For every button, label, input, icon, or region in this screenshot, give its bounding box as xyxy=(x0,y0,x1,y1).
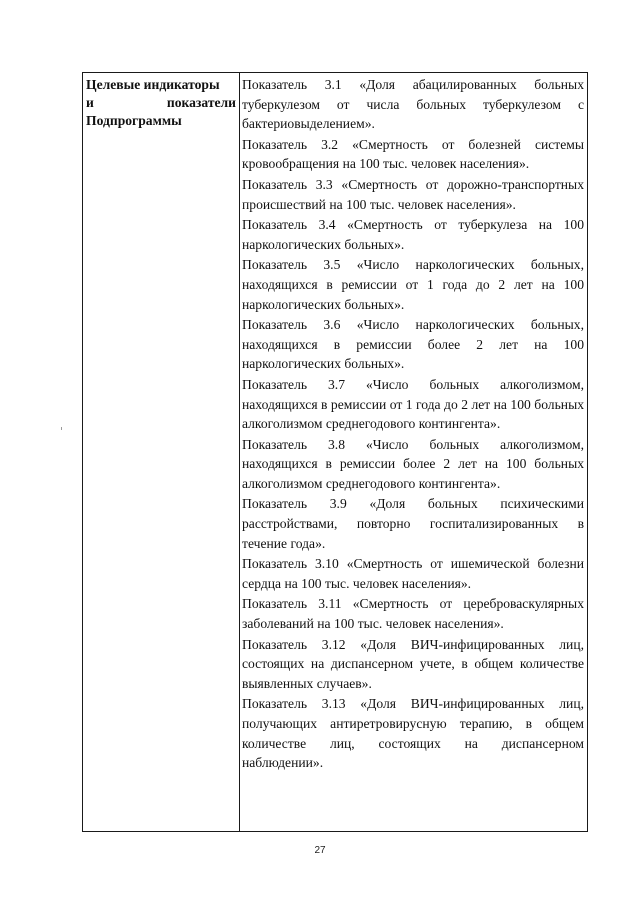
indicator-3-4: Показатель 3.4 «Смертность от туберкулеза на 100 наркологических больных». xyxy=(242,217,584,252)
indicators-cell xyxy=(240,73,588,832)
indicator-3-10: Показатель 3.10 «Смертность от ишемической болезни сердца на 100 тыс. человек населения». xyxy=(242,556,584,591)
indicator-3-9: Показатель 3.9 «Доля больных психическими расстройствами, повторно госпитализированных в течение года». xyxy=(242,496,584,551)
indicator-3-2: Показатель 3.2 «Смертность от болезней системы кровообращения на 100 тыс. человек населения». xyxy=(242,136,584,172)
indicator-3-13: Показатель 3.13 «Доля ВИЧ-инфицированных лиц, получающих антиретровирусную терапию, в общем количестве лиц, состоящих на диспансерном наблюдении». xyxy=(242,696,584,771)
indicators-table xyxy=(82,72,588,832)
label-line-1: Целевые индикаторы xyxy=(86,77,220,92)
indicator-3-8: Показатель 3.8 «Число больных алкоголизмом, находящихся в ремиссии более 2 лет на 100 больных алкоголизмом среднегодового контингента». xyxy=(242,436,584,491)
indicator-3-7: Показатель 3.7 «Число больных алкоголизмом, находящихся в ремиссии от 1 года до 2 лет на 100 больных алкоголизмом среднегодового контингента». xyxy=(242,376,584,432)
label-line-3: Подпрограммы xyxy=(86,113,182,128)
label-cell xyxy=(83,73,240,832)
page-number: 27 xyxy=(314,845,326,856)
indicator-3-1: Показатель 3.1 «Доля абацилированных больных туберкулезом от числа больных туберкулезом с бактериовыделением». xyxy=(242,77,584,132)
label-line-2: и показатели xyxy=(86,95,236,110)
table-row xyxy=(83,73,588,832)
indicator-3-3: Показатель 3.3 «Смертность от дорожно-транспортных происшествий на 100 тыс. человек населения». xyxy=(242,176,584,212)
indicator-3-6: Показатель 3.6 «Число наркологических больных, находящихся в ремиссии более 2 лет на 100 наркологических больных». xyxy=(242,317,584,372)
indicator-3-5: Показатель 3.5 «Число наркологических больных, находящихся в ремиссии от 1 года до 2 лет на 100 наркологических больных». xyxy=(242,257,584,312)
indicator-3-11: Показатель 3.11 «Смертность от цереброваскулярных заболеваний на 100 тыс. человек населения». xyxy=(242,596,584,632)
indicator-3-12: Показатель 3.12 «Доля ВИЧ-инфицированных лиц, состоящих на диспансерном учете, в общем количестве выявленных случаев». xyxy=(242,636,584,691)
scan-speck xyxy=(61,427,62,430)
